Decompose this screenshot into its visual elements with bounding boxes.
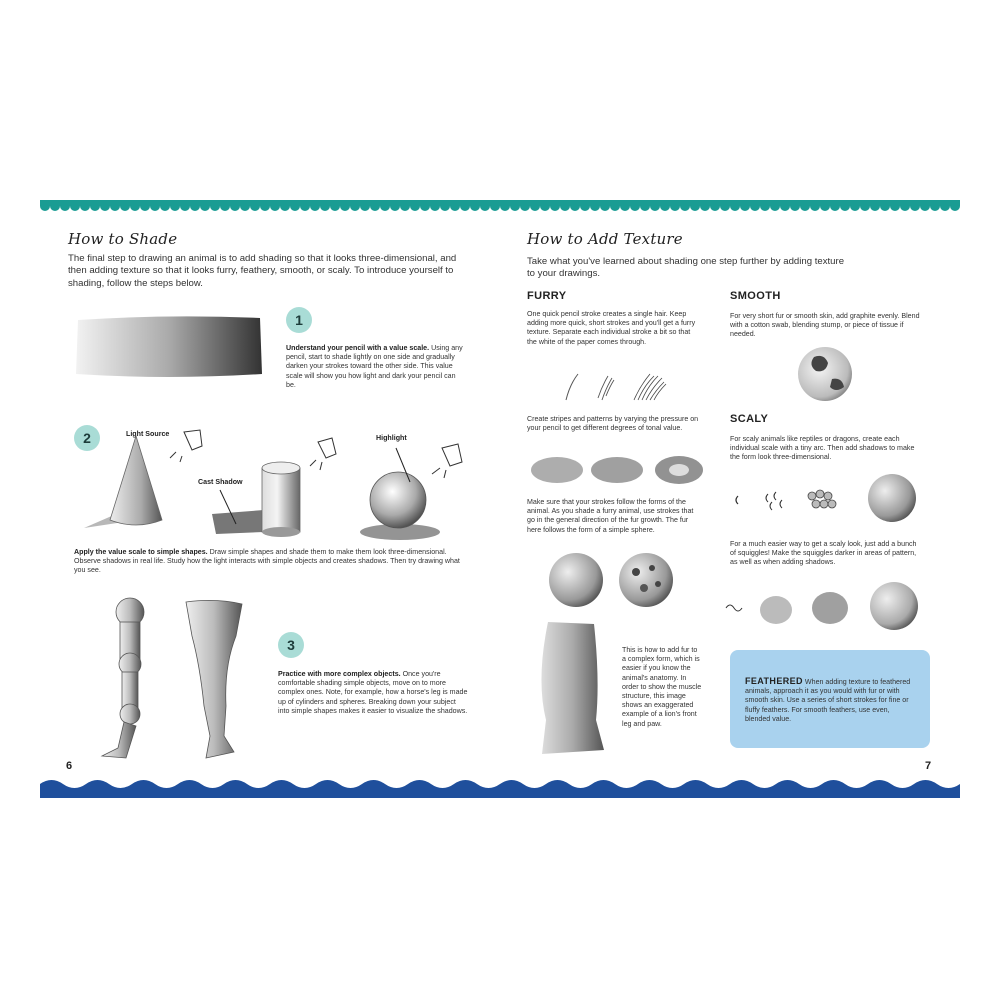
hair-strokes-illustration (560, 366, 700, 406)
step-2-heading: Apply the value scale to simple shapes. (74, 548, 208, 556)
smooth-text: For very short fur or smooth skin, add graphite evenly. Blend with a cotton swab, blending stump, or piece of tissue if needed. (730, 312, 920, 339)
cast-shadow-label: Cast Shadow (198, 478, 243, 486)
scaly-text-2: For a much easier way to get a scaly look, just add a bunch of squiggles! Make the squiggles darker in areas of pattern, as well as when adding shadows. (730, 540, 917, 567)
furry-heading: FURRY (527, 290, 567, 302)
light-source-label: Light Source (126, 430, 170, 438)
step-3-badge: 3 (278, 632, 304, 658)
scale-arcs-illustration (730, 470, 920, 526)
step-1-text (286, 344, 466, 390)
step-3-text (278, 670, 468, 716)
left-page-title: How to Shade (68, 230, 178, 248)
step-3-heading: Practice with more complex objects. (278, 670, 401, 678)
smooth-sphere-illustration (796, 345, 854, 403)
step-2-text (74, 548, 466, 576)
step-1-heading: Understand your pencil with a value scale. (286, 344, 430, 352)
left-page-intro: The final step to drawing an animal is to add shading so that it looks three-dimensional, and then adding texture so that it looks furry, feathery, smooth, or scaly. To introduce yourself to shading, follow the steps below. (68, 253, 457, 289)
furry-text-3: Make sure that your strokes follow the forms of the animal. As you shade a furry animal, use strokes that go in the general direction of the fur growth. The fur here follows the form of a simple sphere. (527, 498, 694, 534)
furry-text-4: This is how to add fur to a complex form, which is easier if you know the animal's anatomy. In order to show the muscle structure, this image shows an exaggerated example of a lion's front leg and paw. (622, 646, 702, 728)
step-2-badge: 2 (74, 425, 100, 451)
fur-spheres-illustration (548, 550, 678, 610)
feathered-body: When adding texture to feathered animals, approach it as you would with fur or with smooth skin. Use a series of short strokes for fine or fluffy feathers. For smooth feathers, use even, blended value. (745, 678, 911, 723)
step-3-body: Once you're comfortable shading simple objects, move on to more complex ones. Note, for example, how a horse's leg is made up of cylinders and spheres. Breaking down your subject into simple shapes makes it easier to visualize the shadows. (278, 670, 468, 715)
horse-leg-illustration (96, 596, 256, 762)
scaly-text-1: For scaly animals like reptiles or dragons, create each individual scale with a tiny arc. Then add shadows to make the form look three-dimensional. (730, 435, 915, 462)
feathered-heading: FEATHERED (745, 676, 803, 686)
page-number-left: 6 (66, 760, 73, 772)
bottom-wave-border (40, 776, 960, 798)
furry-text-1: One quick pencil stroke creates a single hair. Keep adding more quick, short strokes and you'll get a furry texture. Separate each individual stroke a bit so that the white of the paper comes through. (527, 310, 696, 346)
page-number-right: 7 (925, 760, 932, 772)
furry-text-2: Create stripes and patterns by varying the pressure on your pencil to get different degrees of tonal value. (527, 415, 699, 433)
top-scallop-border (40, 200, 960, 216)
fur-pattern-illustration (527, 450, 707, 490)
right-page-intro: Take what you've learned about shading one step further by adding texture to your drawings. (527, 256, 845, 280)
value-scale-illustration (74, 314, 264, 380)
right-page-title: How to Add Texture (527, 230, 683, 248)
squiggle-scales-illustration (720, 578, 920, 636)
scaly-heading: SCALY (730, 413, 769, 425)
smooth-heading: SMOOTH (730, 290, 781, 302)
step-2-body: Draw simple shapes and shade them to make them look three-dimensional. Observe shadows in real life. Study how the light interacts with simple objects and creates shadows. Then try drawing what you see. (74, 548, 460, 575)
lion-leg-illustration (534, 620, 614, 760)
step-1-body: Using any pencil, start to shade lightly on one side and gradually darken your strokes toward the other side. This value scale will show you how light and dark your pencil can be. (286, 344, 463, 389)
feathered-text (745, 677, 915, 724)
step-1-badge: 1 (286, 307, 312, 333)
highlight-label: Highlight (376, 434, 407, 442)
shapes-illustration (80, 428, 480, 548)
